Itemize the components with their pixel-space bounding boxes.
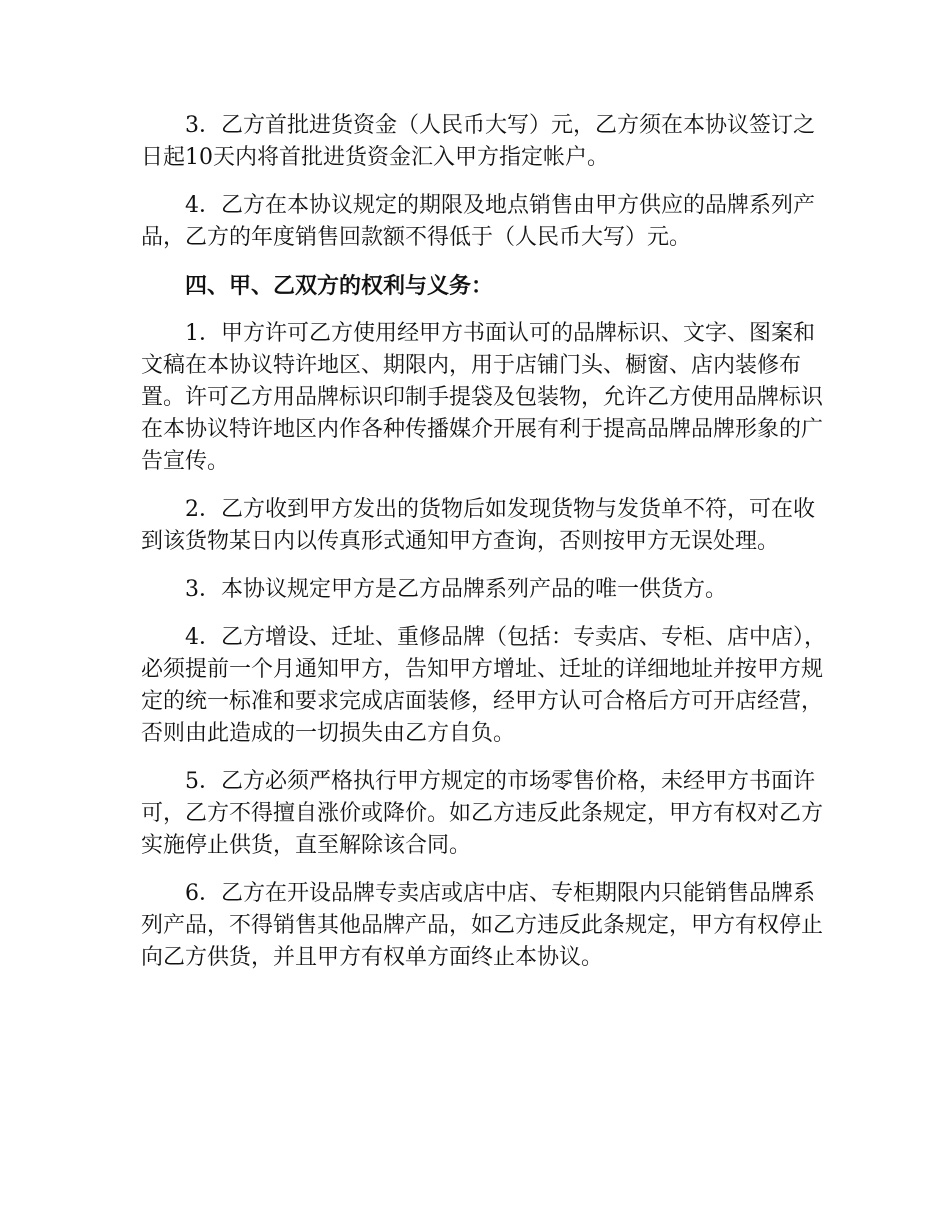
document-body (141, 110, 831, 990)
clause-paragraph (141, 766, 831, 862)
clause-text: 甲方许可乙方使用经甲方书面认可的品牌标识、文字、图案和文稿在本协议特许地区、期限内，用于店铺门头、橱窗、店内装修布置。许可乙方用品牌标识印制手提袋及包装物，允许乙方使用品牌标识在本协议特许地区内作各种传播媒介开展有利于提高品牌品牌形象的广告宣传。 (141, 321, 824, 474)
section-heading: 四、甲、乙双方的权利与义务： (185, 273, 494, 299)
clause-text: 乙方增设、迁址、重修品牌（包括：专卖店、专柜、店中店），必须提前一个月通知甲方，告知甲方增址、迁址的详细地址并按甲方规定的统一标准和要求完成店面装修，经甲方认可合格后方可开店经营，否则由此造成的一切损失由乙方自负。 (141, 625, 827, 746)
clause-text: 乙方在开设品牌专卖店或店中店、专柜期限内只能销售品牌系列产品，不得销售其他品牌产品，如乙方违反此条规定，甲方有权停止向乙方供货，并且甲方有权单方面终止本协议。 (141, 881, 824, 970)
clause-text: 乙方必须严格执行甲方规定的市场零售价格，未经甲方书面许可，乙方不得擅自涨价或降价。如乙方违反此条规定，甲方有权对乙方实施停止供货，直至解除该合同。 (141, 769, 824, 858)
clause-paragraph (141, 878, 831, 974)
clause-number: 1． (185, 321, 221, 346)
clause-number: 4． (185, 625, 221, 650)
clause-text: 乙方收到甲方发出的货物后如发现货物与发货单不符，可在收到该货物某日内以传真形式通知甲方查询，否则按甲方无误处理。 (141, 497, 816, 554)
clause-paragraph (141, 190, 831, 254)
clause-text: 乙方在本协议规定的期限及地点销售由甲方供应的品牌系列产品，乙方的年度销售回款额不得低于（人民币大写）元。 (141, 193, 816, 250)
clause-text: 本协议规定甲方是乙方品牌系列产品的唯一供货方。 (221, 577, 728, 602)
clause-paragraph (141, 494, 831, 558)
clause-number: 5． (185, 769, 221, 794)
clause-paragraph (141, 622, 831, 750)
clause-paragraph (141, 318, 831, 478)
clause-number: 3． (185, 113, 221, 138)
clause-number: 6． (185, 881, 221, 906)
clause-number: 3． (185, 577, 221, 602)
clause-number: 2． (185, 497, 221, 522)
clause-paragraph (141, 574, 831, 606)
clause-text: 乙方首批进货资金（人民币大写）元，乙方须在本协议签订之日起10天内将首批进货资金汇入甲方指定帐户。 (141, 113, 816, 170)
clause-paragraph (141, 110, 831, 174)
clause-number: 4． (185, 193, 221, 218)
